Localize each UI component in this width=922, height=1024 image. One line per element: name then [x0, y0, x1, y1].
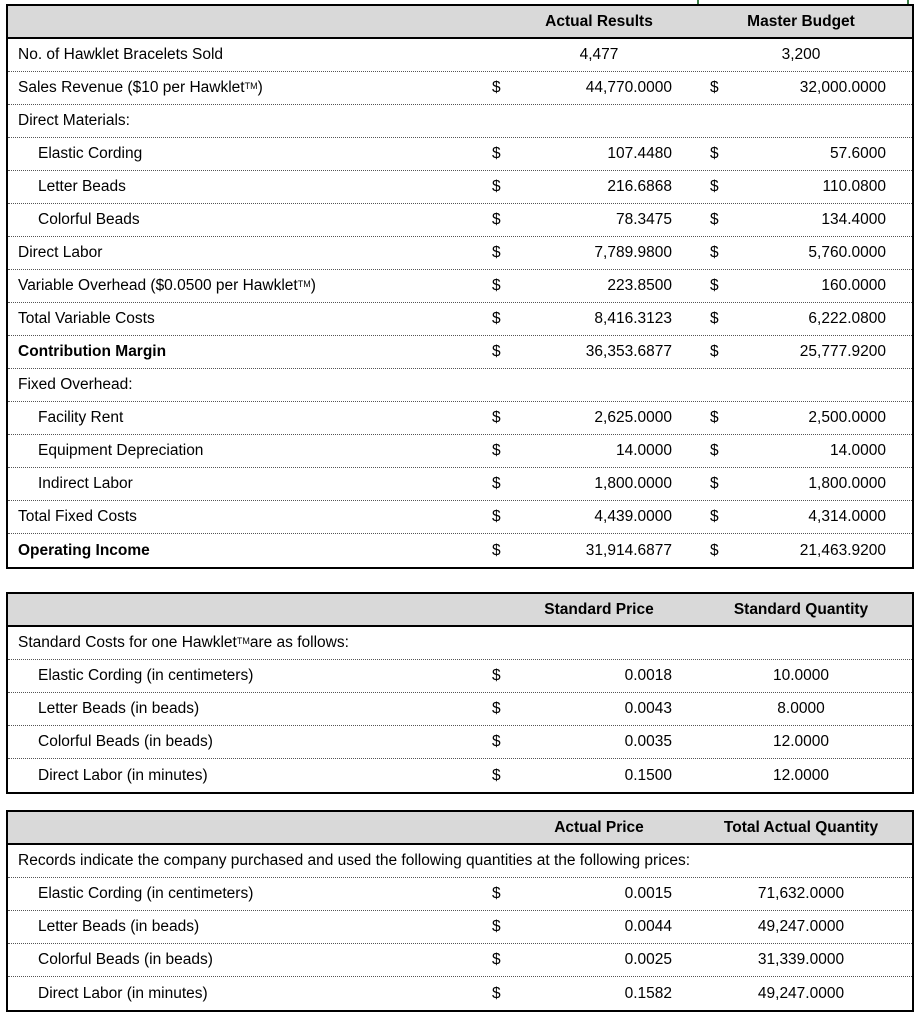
table-row[interactable] [8, 501, 912, 534]
row-label: No. of Hawklet Bracelets Sold [18, 46, 224, 63]
table-row[interactable] [8, 171, 912, 204]
table-row[interactable] [8, 627, 912, 660]
budget-value: 160.0000 [821, 277, 886, 294]
actual-quantity-value: 31,339.0000 [757, 951, 845, 968]
budget-header-row [8, 6, 912, 39]
standard-header-row [8, 594, 912, 627]
table-row[interactable] [8, 468, 912, 501]
actual-value: 14.0000 [615, 442, 672, 459]
budget-value: 32,000.0000 [799, 79, 886, 96]
standard-quantity-header[interactable]: Standard Quantity [733, 600, 869, 618]
table-row[interactable] [8, 105, 912, 138]
actual-value: 8,416.3123 [594, 310, 672, 327]
table-row[interactable] [8, 336, 912, 369]
table-row[interactable] [8, 977, 912, 1010]
currency-symbol: $ [492, 508, 501, 525]
currency-symbol: $ [710, 244, 719, 261]
table-row[interactable] [8, 369, 912, 402]
row-label: Direct Labor (in minutes) [38, 766, 208, 784]
budget-value: 57.6000 [829, 145, 886, 162]
table-row[interactable] [8, 878, 912, 911]
row-label: Sales Revenue ($10 per Hawklet ™ ) [18, 79, 263, 96]
row-label: Direct Labor [18, 244, 103, 261]
table-row[interactable] [8, 693, 912, 726]
actual-value: 4,477 [579, 46, 619, 63]
table-row[interactable] [8, 845, 912, 878]
row-label: Letter Beads (in beads) [38, 918, 200, 935]
currency-symbol: $ [492, 145, 501, 162]
row-label: Indirect Labor [38, 475, 133, 492]
row-label: Variable Overhead ($0.0500 per Hawklet ™ ) [18, 277, 316, 294]
standard-price-value: 0.0035 [624, 733, 672, 750]
budget-value: 3,200 [781, 46, 821, 63]
standard-quantity-value: 8.0000 [777, 700, 825, 717]
total-actual-quantity-header[interactable]: Total Actual Quantity [723, 818, 879, 836]
table-row[interactable] [8, 726, 912, 759]
actual-quantity-value: 49,247.0000 [757, 984, 845, 1002]
table-row[interactable] [8, 237, 912, 270]
table-row[interactable] [8, 534, 912, 567]
row-label: Letter Beads [38, 178, 126, 195]
standard-price-value: 0.0043 [624, 700, 672, 717]
budget-value: 4,314.0000 [808, 508, 886, 525]
actual-value: 223.8500 [607, 277, 672, 294]
row-label: Colorful Beads (in beads) [38, 951, 213, 968]
budget-value: 6,222.0800 [808, 310, 886, 327]
budget-value: 2,500.0000 [808, 409, 886, 426]
actual-header-row [8, 812, 912, 845]
row-label: Letter Beads (in beads) [38, 700, 200, 717]
standard-quantity-value: 12.0000 [772, 766, 830, 784]
actual-value: 4,439.0000 [594, 508, 672, 525]
currency-symbol: $ [492, 918, 501, 935]
standard-costs-table [6, 592, 914, 794]
actual-value: 107.4480 [607, 145, 672, 162]
table-row[interactable] [8, 660, 912, 693]
table-row[interactable] [8, 759, 912, 792]
table-row[interactable] [8, 911, 912, 944]
currency-symbol: $ [492, 409, 501, 426]
actual-results-header[interactable]: Actual Results [545, 12, 653, 30]
currency-symbol: $ [710, 211, 719, 228]
actual-price-value: 0.0015 [624, 885, 672, 902]
actual-quantity-value: 49,247.0000 [757, 918, 845, 935]
table-row[interactable] [8, 204, 912, 237]
currency-symbol: $ [710, 442, 719, 459]
currency-symbol: $ [492, 951, 501, 968]
table-row[interactable] [8, 944, 912, 977]
currency-symbol: $ [710, 79, 719, 96]
row-label: Elastic Cording (in centimeters) [38, 885, 254, 902]
budget-value: 134.4000 [821, 211, 886, 228]
row-label: Operating Income [18, 541, 150, 559]
table-row[interactable] [8, 303, 912, 336]
currency-symbol: $ [710, 310, 719, 327]
currency-symbol: $ [710, 145, 719, 162]
row-label: Elastic Cording (in centimeters) [38, 667, 254, 684]
currency-symbol: $ [492, 79, 501, 96]
table-row[interactable] [8, 435, 912, 468]
row-label: Standard Costs for one Hawklet ™ are as follows: [18, 634, 349, 651]
budget-value: 110.0800 [822, 178, 886, 195]
currency-symbol: $ [492, 885, 501, 902]
currency-symbol: $ [492, 178, 501, 195]
standard-price-value: 0.0018 [624, 667, 672, 684]
actual-price-value: 0.1582 [624, 984, 672, 1002]
standard-price-value: 0.1500 [624, 766, 672, 784]
row-label: Direct Materials: [18, 112, 130, 129]
budget-value: 21,463.9200 [799, 541, 886, 559]
budget-value: 1,800.0000 [808, 475, 886, 492]
row-label: Direct Labor (in minutes) [38, 984, 208, 1002]
budget-value: 25,777.9200 [799, 343, 886, 360]
currency-symbol: $ [710, 541, 719, 559]
row-label: Total Fixed Costs [18, 508, 137, 525]
table-row[interactable] [8, 39, 912, 72]
currency-symbol: $ [492, 343, 501, 360]
actual-value: 2,625.0000 [594, 409, 672, 426]
table-row[interactable] [8, 72, 912, 105]
row-label: Facility Rent [38, 409, 124, 426]
row-label: Equipment Depreciation [38, 442, 204, 459]
row-label: Elastic Cording [38, 145, 143, 162]
actual-value: 36,353.6877 [585, 343, 672, 360]
currency-symbol: $ [492, 475, 501, 492]
master-budget-header[interactable]: Master Budget [747, 12, 855, 30]
actual-price-value: 0.0025 [624, 951, 672, 968]
currency-symbol: $ [710, 277, 719, 294]
currency-symbol: $ [492, 766, 501, 784]
actual-value: 31,914.6877 [585, 541, 672, 559]
currency-symbol: $ [710, 475, 719, 492]
budget-table [6, 4, 914, 569]
currency-symbol: $ [710, 508, 719, 525]
standard-quantity-value: 12.0000 [772, 733, 830, 750]
currency-symbol: $ [492, 211, 501, 228]
table-row[interactable] [8, 138, 912, 171]
actual-price-value: 0.0044 [624, 918, 672, 935]
actual-costs-table [6, 810, 914, 1012]
actual-quantity-value: 71,632.0000 [757, 885, 845, 902]
table-row[interactable] [8, 270, 912, 303]
currency-symbol: $ [492, 277, 501, 294]
actual-price-header[interactable]: Actual Price [554, 818, 644, 836]
actual-value: 78.3475 [615, 211, 672, 228]
row-label: Contribution Margin [18, 343, 167, 360]
actual-value: 216.6868 [607, 178, 672, 195]
currency-symbol: $ [710, 178, 719, 195]
currency-symbol: $ [710, 409, 719, 426]
row-label: Total Variable Costs [18, 310, 155, 327]
row-label: Fixed Overhead: [18, 376, 133, 393]
currency-symbol: $ [492, 984, 501, 1002]
standard-price-header[interactable]: Standard Price [544, 600, 654, 618]
row-label: Colorful Beads [38, 211, 140, 228]
budget-value: 14.0000 [829, 442, 886, 459]
standard-quantity-value: 10.0000 [772, 667, 830, 684]
currency-symbol: $ [492, 442, 501, 459]
table-row[interactable] [8, 402, 912, 435]
row-label: Records indicate the company purchased and used the following quantities at the following prices: [18, 852, 691, 869]
actual-value: 1,800.0000 [594, 475, 672, 492]
actual-value: 7,789.9800 [594, 244, 672, 261]
row-label: Colorful Beads (in beads) [38, 733, 213, 750]
currency-symbol: $ [492, 244, 501, 261]
currency-symbol: $ [492, 733, 501, 750]
currency-symbol: $ [492, 700, 501, 717]
currency-symbol: $ [492, 667, 501, 684]
currency-symbol: $ [710, 343, 719, 360]
currency-symbol: $ [492, 541, 501, 559]
actual-value: 44,770.0000 [585, 79, 672, 96]
currency-symbol: $ [492, 310, 501, 327]
budget-value: 5,760.0000 [808, 244, 886, 261]
